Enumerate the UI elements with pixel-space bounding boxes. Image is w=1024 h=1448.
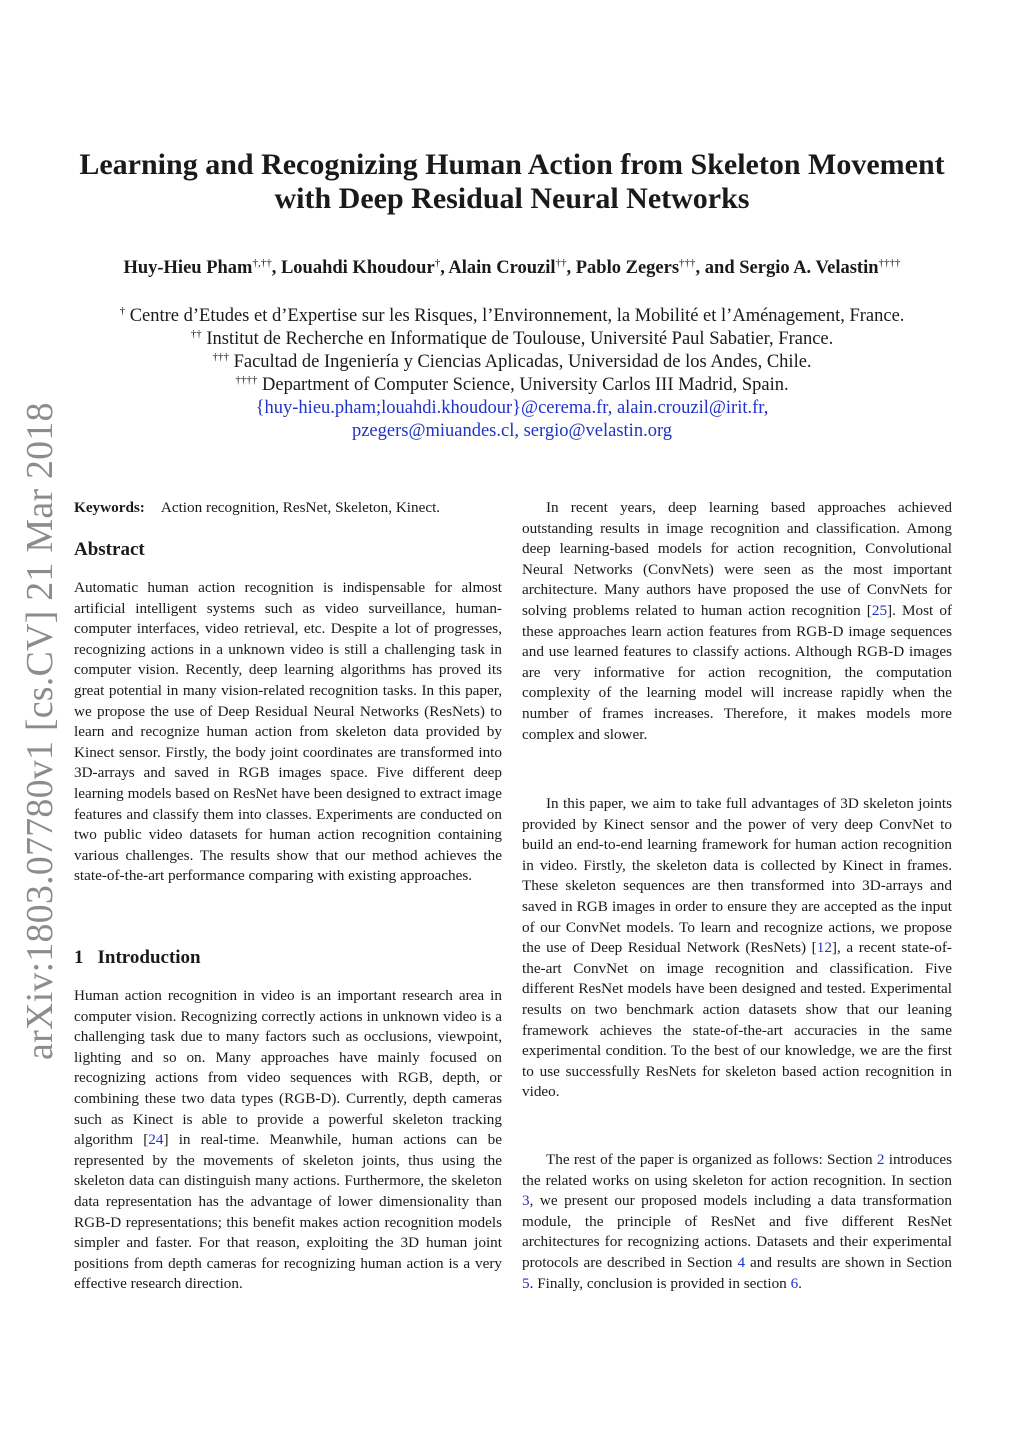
author-mark: † [434, 257, 441, 269]
intro-paragraph-2 [522, 498, 952, 745]
citation-link[interactable]: 24 [148, 1131, 164, 1149]
paragraph-text: and results are shown in Section [745, 1253, 952, 1271]
section-title: Introduction [97, 947, 201, 968]
keywords-text: Action recognition, ResNet, Skeleton, Kinect. [160, 499, 441, 516]
author-mark: †† [555, 257, 567, 269]
citation-link[interactable]: 25 [871, 601, 888, 619]
affiliation-mark: †††† [235, 374, 258, 386]
abstract-text: Automatic human action recognition is indispensable for almost artificial intelligent systems such as video surveillance, human-computer interfaces, video retrieval, etc. Despite a lot of progresses, recognizing actions in a unknown video is still a challenging task in computer vision. Recently, deep learning algorithms has proved its great potential in many vision-related recognition tasks. In this paper, we propose the use of Deep Residual Neural Networks (ResNets) to learn and recognize human action from skeleton data provided by Kinect sensor. Firstly, the body joint coordinates are transformed into 3D-arrays and saved in RGB images space. Five different deep learning models based on ResNet have been designed to extract image features and classify them into classes. Experiments are conducted on two public video datasets for human action recognition containing various challenges. The results show that our method achieves the state-of-the-art performance comparing with existing approaches. [74, 579, 502, 885]
author-mark: ††† [679, 257, 696, 269]
affiliation-text: Institut de Recherche en Informatique de Toulouse, Université Paul Sabatier, France. [206, 329, 834, 349]
author-name: Alain Crouzil [448, 258, 556, 278]
paragraph-text: , we present our proposed models including a data transformation module, the principle of ResNet and five different ResNet architectures for recognizing actions. Datasets and their experimental protocols are described in Section [522, 1192, 952, 1271]
paragraph-text: . [798, 1274, 802, 1292]
author-sep: , [271, 258, 281, 278]
affiliation-text: Centre d’Etudes et d’Expertise sur les Risques, l’Environnement, la Mobilité et l’Aménagement, France. [129, 306, 905, 326]
section-link[interactable]: 3 [522, 1192, 530, 1210]
email-line[interactable]: pzegers@miuandes.cl, sergio@velastin.org [351, 421, 673, 441]
keywords [74, 498, 502, 519]
affiliation-mark: ††† [212, 351, 229, 363]
affiliation-line [40, 351, 984, 374]
abstract-heading: Abstract [74, 539, 145, 560]
paragraph-text: . Finally, conclusion is provided in section [529, 1274, 791, 1292]
paragraph-text: Human action recognition in video is an important research area in computer vision. Recognizing correctly actions in unknown video is a challenging task due to many factors such as occlusions, viewpoint, lighting and so on. Many approaches have mainly focused on recognizing actions from video sequences with RGB, depth, or combining these two data types (RGB-D). Currently, depth cameras such as Kinect is able to provide a powerful skeleton tracking algorithm [ [74, 987, 502, 1149]
section-heading [74, 948, 502, 969]
affiliation-mark: †† [190, 328, 202, 340]
arxiv-stamp: arXiv:1803.07780v1 [cs.CV] 21 Mar 2018 [19, 402, 61, 1060]
paper-title [60, 148, 964, 216]
affiliation-text: Facultad de Ingeniería y Ciencias Aplicadas, Universidad de los Andes, Chile. [233, 352, 812, 372]
intro-paragraph-4 [522, 1150, 952, 1294]
paragraph-text: ] in real-time. Meanwhile, human actions can be represented by the movements of skeleton joints, thus using the skeleton data can distinguish many actions. Furthermore, the skeleton data representation has the advantage of lower dimensionality than RGB-D representations; this benefit makes action recognition models simpler and faster. For that reason, exploiting the 3D human joint positions from depth cameras for recognizing human action is a very effective research direction. [74, 1131, 502, 1293]
affiliation-line [40, 374, 984, 397]
author-mark: †††† [878, 257, 901, 269]
paragraph-text: The rest of the paper is organized as follows: Section [546, 1151, 877, 1168]
intro-paragraph-1 [74, 986, 502, 1295]
affiliations [40, 305, 984, 443]
author-list [40, 256, 984, 280]
author-sep: , [566, 258, 576, 278]
affiliation-line [40, 305, 984, 328]
author-name: Louahdi Khoudour [280, 258, 435, 278]
section-link[interactable]: 2 [876, 1151, 885, 1168]
paragraph-text: introduces the related works on using skeleton for action recognition. In section [522, 1151, 952, 1189]
author-sep: , and [695, 258, 740, 278]
affiliation-text: Department of Computer Science, University Carlos III Madrid, Spain. [262, 375, 789, 395]
intro-paragraph-3 [522, 794, 952, 1103]
title-line: Learning and Recognizing Human Action from Skeleton Movement [79, 148, 945, 181]
paragraph-text: ], a recent state-of-the-art ConvNet on image recognition and classification. Five different ResNet models have been designed and tested. Experimental results on two benchmark action datasets show that our leaning framework achieves the state-of-the-art accuracies in the same experimental condition. To the best of our knowledge, we are the first to use successfully ResNets for skeleton based action recognition in video. [522, 939, 952, 1101]
author-name: Sergio A. Velastin [739, 258, 879, 278]
section-link[interactable]: 6 [790, 1274, 799, 1292]
email-line[interactable]: {huy-hieu.pham;louahdi.khoudour}@cerema.fr, alain.crouzil@irit.fr, [255, 398, 769, 418]
author-sep: , [440, 258, 449, 278]
section-number: 1 [74, 947, 84, 968]
paragraph-text: ]. Most of these approaches learn action features from RGB-D image sequences and use learned features to classify actions. Although RGB-D images are very informative for action recognition, the computation complexity of the learning model will increase rapidly when the number of frames increases. Therefore, it makes models more complex and slower. [522, 601, 953, 743]
author-name: Huy-Hieu Pham [123, 258, 253, 278]
title-line: with Deep Residual Neural Networks [274, 182, 750, 215]
section-link[interactable]: 5 [522, 1274, 530, 1292]
paragraph-text: In this paper, we aim to take full advantages of 3D skeleton joints provided by Kinect sensor and the power of very deep ConvNet to build an end-to-end learning framework for human action recognition in video. Firstly, the skeleton data is collected by Kinect in frames. These skeleton sequences are then transformed into 3D-arrays and saved in RGB images in order to ensure they are accepted as the input of our ConvNet models. To learn and recognize actions, we propose the use of Deep Residual Network (ResNets) [ [522, 795, 952, 957]
paragraph-text: In recent years, deep learning based approaches achieved outstanding results in image recognition and classification. Among deep learning-based models for action recognition, Convolutional Neural Networks (ConvNets) were seen as the most important architecture. Many authors have proposed the use of ConvNets for solving problems related to human action recognition [ [522, 499, 952, 619]
author-mark: †,†† [252, 257, 272, 269]
affiliation-line [40, 328, 984, 351]
keywords-label: Keywords: [74, 499, 145, 516]
citation-link[interactable]: 12 [816, 939, 832, 957]
author-name: Pablo Zegers [575, 258, 680, 278]
affiliation-mark: † [119, 305, 126, 317]
section-link[interactable]: 4 [737, 1253, 746, 1271]
